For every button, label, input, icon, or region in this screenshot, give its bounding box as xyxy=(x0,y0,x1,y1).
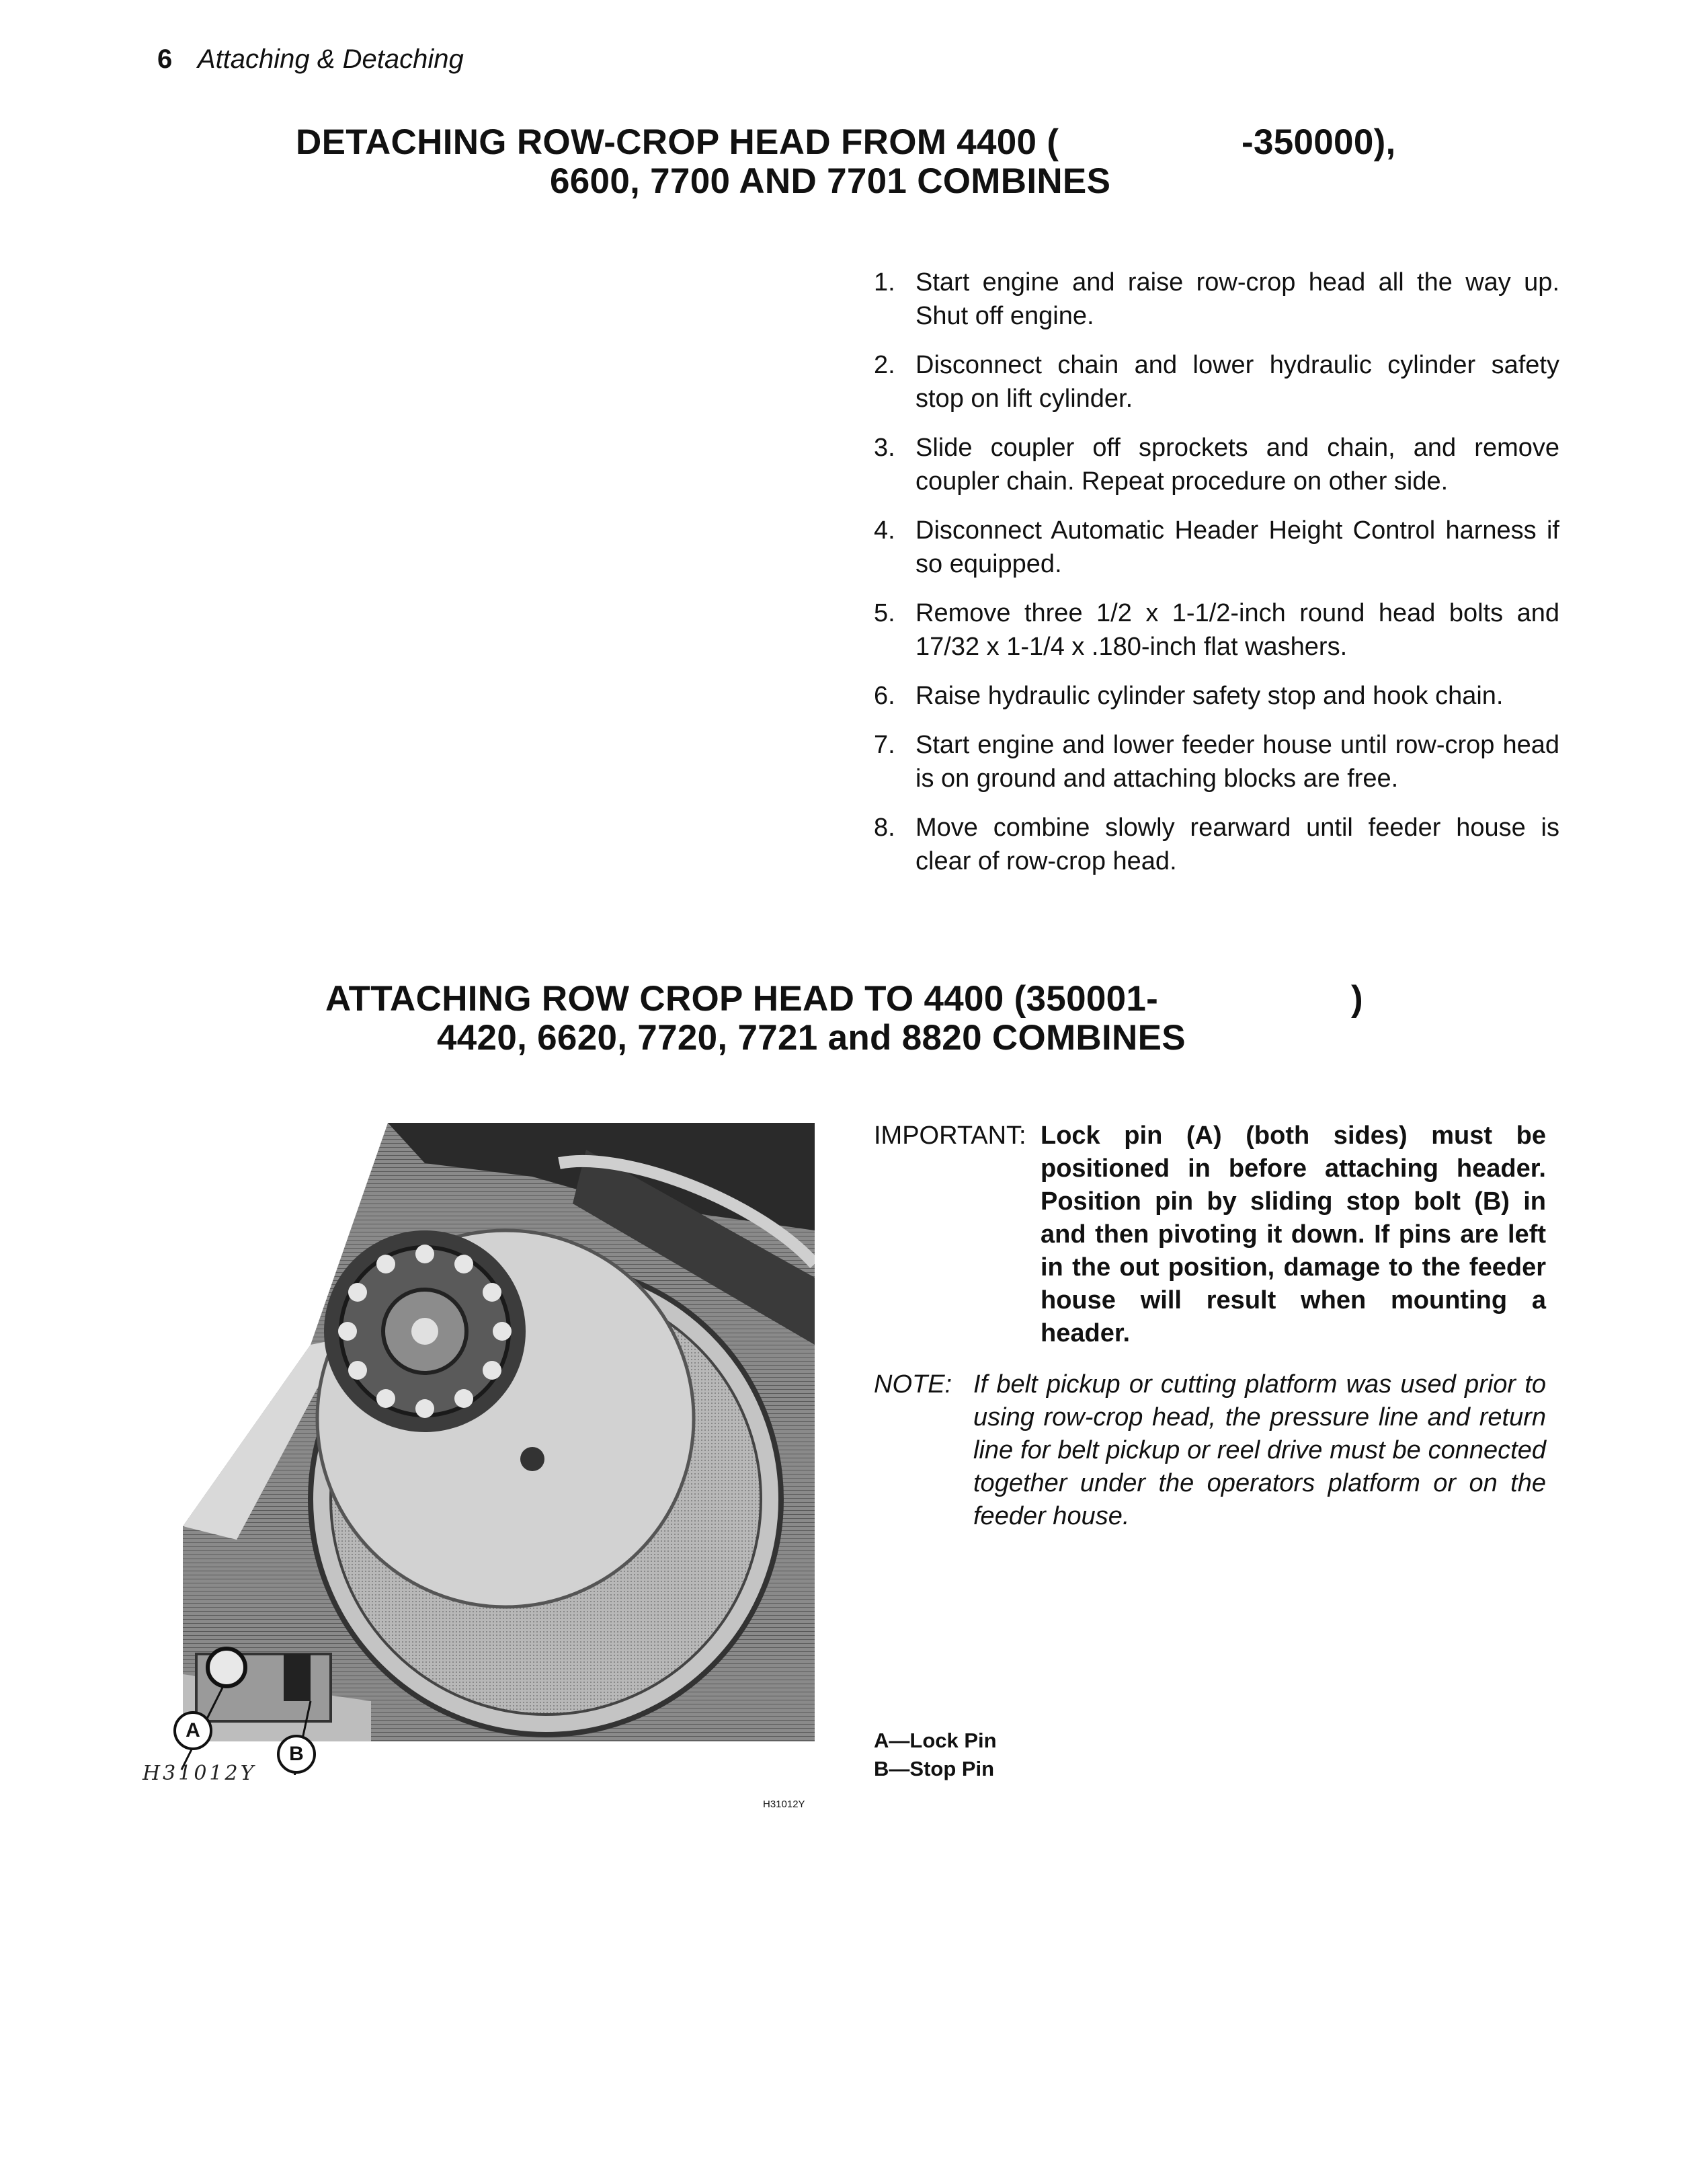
step-number: 8. xyxy=(874,814,895,842)
page-header xyxy=(157,44,464,75)
step-item xyxy=(874,348,1559,416)
step-text: Remove three 1/2 x 1-1/2-inch round head bolts and 17/32 x 1-1/4 x .180-inch flat washers. xyxy=(916,599,1559,661)
note-label: NOTE: xyxy=(874,1370,952,1399)
step-text: Start engine and raise row-crop head all the way up. Shut off engine. xyxy=(916,268,1559,330)
step-item xyxy=(874,431,1559,498)
step-item xyxy=(874,596,1559,664)
step-number: 2. xyxy=(874,351,895,379)
legend-item-lock-pin: A—Lock Pin xyxy=(874,1729,997,1752)
step-item xyxy=(874,728,1559,795)
step-text: Disconnect Automatic Header Height Control harness if so equipped. xyxy=(916,516,1559,578)
photo-legend xyxy=(874,1727,997,1783)
step-number: 5. xyxy=(874,599,895,627)
detaching-title-line2: 6600, 7700 AND 7701 COMBINES xyxy=(550,161,1111,201)
important-notice xyxy=(874,1119,1546,1350)
feeder-house-photo xyxy=(156,1123,815,1775)
detaching-title-line1-left: DETACHING ROW-CROP HEAD FROM 4400 ( xyxy=(296,122,1059,162)
note xyxy=(874,1368,1546,1533)
step-number: 7. xyxy=(874,731,895,759)
photo-code-small: H31012Y xyxy=(763,1799,805,1810)
step-item xyxy=(874,514,1559,581)
attaching-title-line1-left: ATTACHING ROW CROP HEAD TO 4400 (350001- xyxy=(325,979,1159,1019)
detaching-title-line1-right: -350000), xyxy=(1242,122,1396,162)
callout-a-marker: A xyxy=(173,1711,212,1750)
step-text: Disconnect chain and lower hydraulic cylinder safety stop on lift cylinder. xyxy=(916,351,1559,413)
important-text: Lock pin (A) (both sides) must be positioned in before attaching header. Position pin by sliding stop bolt (B) in and then pivoting it down. If pins are left in the out position, damage to the feeder house will result when mounting a header. xyxy=(1041,1122,1546,1347)
step-text: Slide coupler off sprockets and chain, and remove coupler chain. Repeat procedure on other side. xyxy=(916,434,1559,496)
attaching-title-line2: 4420, 6620, 7720, 7721 and 8820 COMBINES xyxy=(437,1018,1186,1058)
step-text: Start engine and lower feeder house until row-crop head is on ground and attaching blocks are free. xyxy=(916,731,1559,793)
attaching-title-line1-right: ) xyxy=(1351,979,1363,1019)
important-label: IMPORTANT: xyxy=(874,1122,1026,1150)
step-number: 3. xyxy=(874,434,895,462)
step-number: 1. xyxy=(874,268,895,297)
step-item xyxy=(874,811,1559,878)
photo-code-large: H31012Y xyxy=(143,1762,257,1785)
legend-item-stop-pin: B—Stop Pin xyxy=(874,1757,995,1780)
step-number: 4. xyxy=(874,516,895,545)
note-text: If belt pickup or cutting platform was used prior to using row-crop head, the pressure line and return line for belt pickup or reel drive must be connected together under the operators platform or on the feeder house. xyxy=(973,1370,1546,1530)
page-number: 6 xyxy=(157,44,173,74)
step-number: 6. xyxy=(874,682,895,710)
step-item xyxy=(874,266,1559,333)
step-text: Raise hydraulic cylinder safety stop and hook chain. xyxy=(916,682,1504,710)
callout-b-marker: B xyxy=(277,1735,316,1774)
step-item xyxy=(874,679,1559,713)
step-text: Move combine slowly rearward until feeder house is clear of row-crop head. xyxy=(916,814,1559,875)
section-name: Attaching & Detaching xyxy=(197,44,464,74)
detaching-steps xyxy=(874,266,1559,894)
